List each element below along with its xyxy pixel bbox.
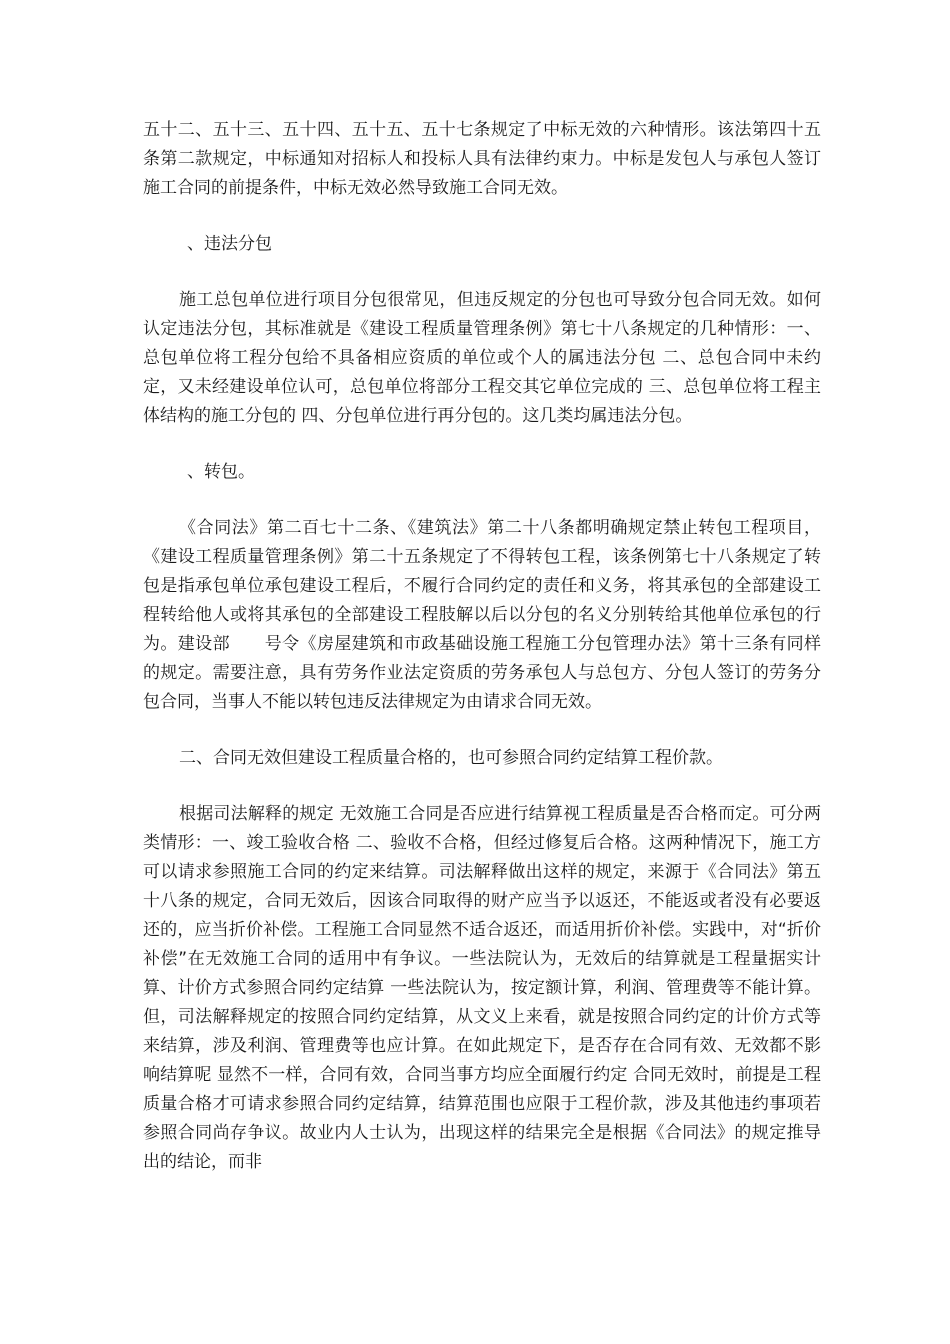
paragraph-spacer	[143, 773, 821, 800]
paragraph-spacer	[143, 203, 821, 230]
paragraph-bid-invalid: 五十二、五十三、五十四、五十五、五十七条规定了中标无效的六种情形。该法第四十五条第二款规定，中标通知对招标人和投标人具有法律约束力。中标是发包人与承包人签订施工合同的前提条件，中标无效必然导致施工合同无效。	[143, 120, 821, 198]
paragraph-illegal-subcontract: 施工总包单位进行项目分包很常见，但违反规定的分包也可导致分包合同无效。如何认定违法分包，其标准就是《建设工程质量管理条例》第七十八条规定的几种情形：一、总包单位将工程分包给不具备相应资质的单位或个人的属违法分包 二、总包合同中未约定，又未经建设单位认可，总包单位将部分工程交其它单位完成的 三、总包单位将工程主体结构的施工分包的 四、分包单位进行再分包的。这几类均属违法分包。	[143, 290, 821, 426]
paragraph-spacer	[143, 717, 821, 744]
section-heading-settlement: 二、合同无效但建设工程质量合格的，也可参照合同约定结算工程价款。	[179, 748, 723, 768]
paragraph-settlement: 根据司法解释的规定 无效施工合同是否应进行结算视工程质量是否合格而定。可分两类情形：一、竣工验收合格 二、验收不合格，但经过修复后合格。这两种情况下，施工方可以请求参照施工合同的约定来结算。司法解释做出这样的规定，来源于《合同法》第五十八条的规定，合同无效后，因该合同取得的财产应当予以返还，不能返或者没有必要返还的，应当折价补偿。工程施工合同显然不适合返还，而适用折价补偿。实践中，对“折价补偿”在无效施工合同的适用中有争议。一些法院认为，无效后的结算就是工程量据实计算、计价方式参照合同约定结算 一些法院认为，按定额计算，利润、管理费等不能计算。但，司法解释规定的按照合同约定结算，从文义上来看，就是按照合同约定的计价方式等来结算，涉及利润、管理费等也应计算。在如此规定下，是否存在合同有效、无效都不影响结算呢 显然不一样，合同有效，合同当事方均应全面履行约定 合同无效时，前提是工程质量合格才可请求参照合同约定结算，结算范围也应限于工程价款，涉及其他违约事项若参照合同尚存争议。故业内人士认为，出现这样的结果完全是根据《合同法》的规定推导出的结论，而非	[143, 804, 821, 1172]
paragraph-spacer	[143, 487, 821, 514]
document-body	[143, 116, 821, 1177]
section-heading-transfer: 、转包。	[187, 462, 255, 482]
paragraph-spacer	[143, 259, 821, 286]
section-heading-illegal-subcontract: 、违法分包	[187, 234, 272, 254]
paragraph-spacer	[143, 431, 821, 458]
paragraph-transfer: 《合同法》第二百七十二条、《建筑法》第二十八条都明确规定禁止转包工程项目，《建设工程质量管理条例》第二十五条规定了不得转包工程，该条例第七十八条规定了转包是指承包单位承包建设工程后，不履行合同约定的责任和义务，将其承包的全部建设工程转给他人或将其承包的全部建设工程肢解以后以分包的名义分别转给其他单位承包的行为。建设部 号令《房屋建筑和市政基础设施工程施工分包管理办法》第十三条有同样的规定。需要注意，具有劳务作业法定资质的劳务承包人与总包方、分包人签订的劳务分包合同，当事人不能以转包违反法律规定为由请求合同无效。	[143, 518, 821, 712]
